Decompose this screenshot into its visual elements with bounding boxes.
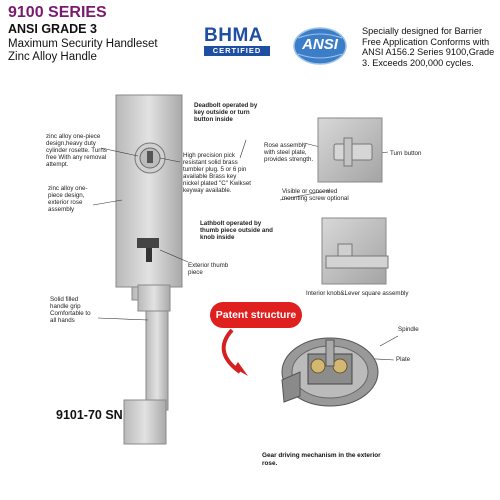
thumb-piece xyxy=(137,238,159,262)
bhma-certified-bar: CERTIFIED xyxy=(204,46,270,56)
patent-structure-badge: Patent structure xyxy=(210,302,302,328)
note-latchbolt: Lathbolt operated by thumb piece outside and knob inside xyxy=(200,220,273,241)
note-pick-resistant: High precision pick resistant solid brass tumbler plug. 5 or 6 pin available Brass key nickel plated "C" Kwikset keyway available. xyxy=(183,152,252,194)
note-rose-assembly: Rose assembly with steel plate, provides strength. xyxy=(264,142,314,163)
ansi-logo-text: ANSI xyxy=(302,36,338,53)
note-turn-button: Turn button xyxy=(390,150,422,157)
model-number: 9101-70 SN xyxy=(56,408,123,422)
note-spindle: Spindle xyxy=(398,326,419,333)
note-plate: Plate xyxy=(396,356,411,363)
note-handle-grip: Solid filled handle grip Comfortable to all hands xyxy=(50,296,91,324)
note-cylinder-rosette: zinc alloy one-piece design,heavy duty cylinder rosette. Turns free With any removal attempt. xyxy=(46,133,107,168)
note-escutcheon: zinc alloy one-piece design, exterior rose assembly xyxy=(48,185,88,213)
interior-lever-rose xyxy=(322,218,388,284)
spec-description: Specially designed for Barrier Free Application Conforms with ANSI A156.2 Series 9100,Grade 3. Exceeds 200,000 cycles. xyxy=(362,26,495,68)
note-interior-assembly: Interior knob&Lever square assembly xyxy=(306,290,409,297)
note-mounting-screw: Visible or concealed mounting screw optional xyxy=(282,188,349,202)
subtitle-line-2: Zinc Alloy Handle xyxy=(8,51,97,63)
series-title: 9100 SERIES xyxy=(8,4,107,21)
gear-caption: Gear driving mechanism in the exterior rose. xyxy=(262,452,381,467)
turn-button-rose xyxy=(318,118,382,182)
ansi-logo xyxy=(292,26,348,66)
escutcheon-plate xyxy=(116,95,182,287)
gear-mechanism xyxy=(282,338,378,406)
handle-grip-body xyxy=(146,300,168,410)
grade-title: ANSI GRADE 3 xyxy=(8,22,97,36)
handle-top-block xyxy=(138,285,170,311)
patent-arrow xyxy=(224,330,240,372)
note-thumb-piece: Exterior thumb piece xyxy=(188,262,229,276)
deadbolt-cylinder xyxy=(135,143,165,173)
note-deadbolt: Deadbolt operated by key outside or turn button inside xyxy=(194,102,258,123)
bhma-logo-text: BHMA xyxy=(204,25,263,46)
handle-grip xyxy=(132,287,170,422)
subtitle-line-1: Maximum Security Handleset xyxy=(8,38,158,50)
bhma-logo xyxy=(204,26,270,62)
bottom-plate xyxy=(124,400,166,444)
